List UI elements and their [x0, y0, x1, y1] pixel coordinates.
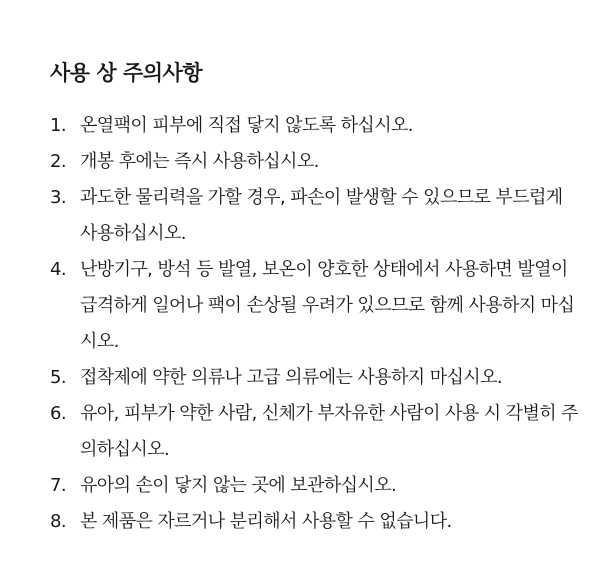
list-item [50, 144, 580, 180]
item-number: 7. [50, 475, 66, 496]
item-number: 4. [50, 259, 66, 280]
list-item [50, 252, 580, 360]
item-number: 5. [50, 367, 66, 388]
list-item [50, 396, 580, 468]
item-text: 접착제에 약한 의류나 고급 의류에는 사용하지 마십시오. [80, 367, 502, 388]
list-item [50, 108, 580, 144]
item-text: 유아, 피부가 약한 사람, 신체가 부자유한 사람이 사용 시 각별히 주의하십시오. [80, 403, 578, 460]
list-item [50, 180, 580, 252]
item-text: 과도한 물리력을 가할 경우, 파손이 발생할 수 있으므로 부드럽게 사용하십시오. [80, 187, 563, 244]
list-item [50, 468, 580, 504]
item-number: 3. [50, 187, 66, 208]
item-text: 난방기구, 방석 등 발열, 보온이 양호한 상태에서 사용하면 발열이 급격하게 일어나 팩이 손상될 우려가 있으므로 함께 사용하지 마십시오. [80, 259, 575, 352]
item-number: 6. [50, 403, 66, 424]
item-number: 2. [50, 151, 66, 172]
item-text: 유아의 손이 닿지 않는 곳에 보관하십시오. [80, 475, 397, 496]
item-text: 온열팩이 피부에 직접 닿지 않도록 하십시오. [80, 115, 413, 136]
page-title: 사용 상 주의사항 [50, 61, 203, 85]
item-text: 개봉 후에는 즉시 사용하십시오. [80, 151, 319, 172]
list-item [50, 360, 580, 396]
item-text: 본 제품은 자르거나 분리해서 사용할 수 없습니다. [80, 511, 452, 532]
precautions-list [50, 108, 580, 540]
item-number: 8. [50, 511, 66, 532]
list-item [50, 504, 580, 540]
item-number: 1. [50, 115, 66, 136]
